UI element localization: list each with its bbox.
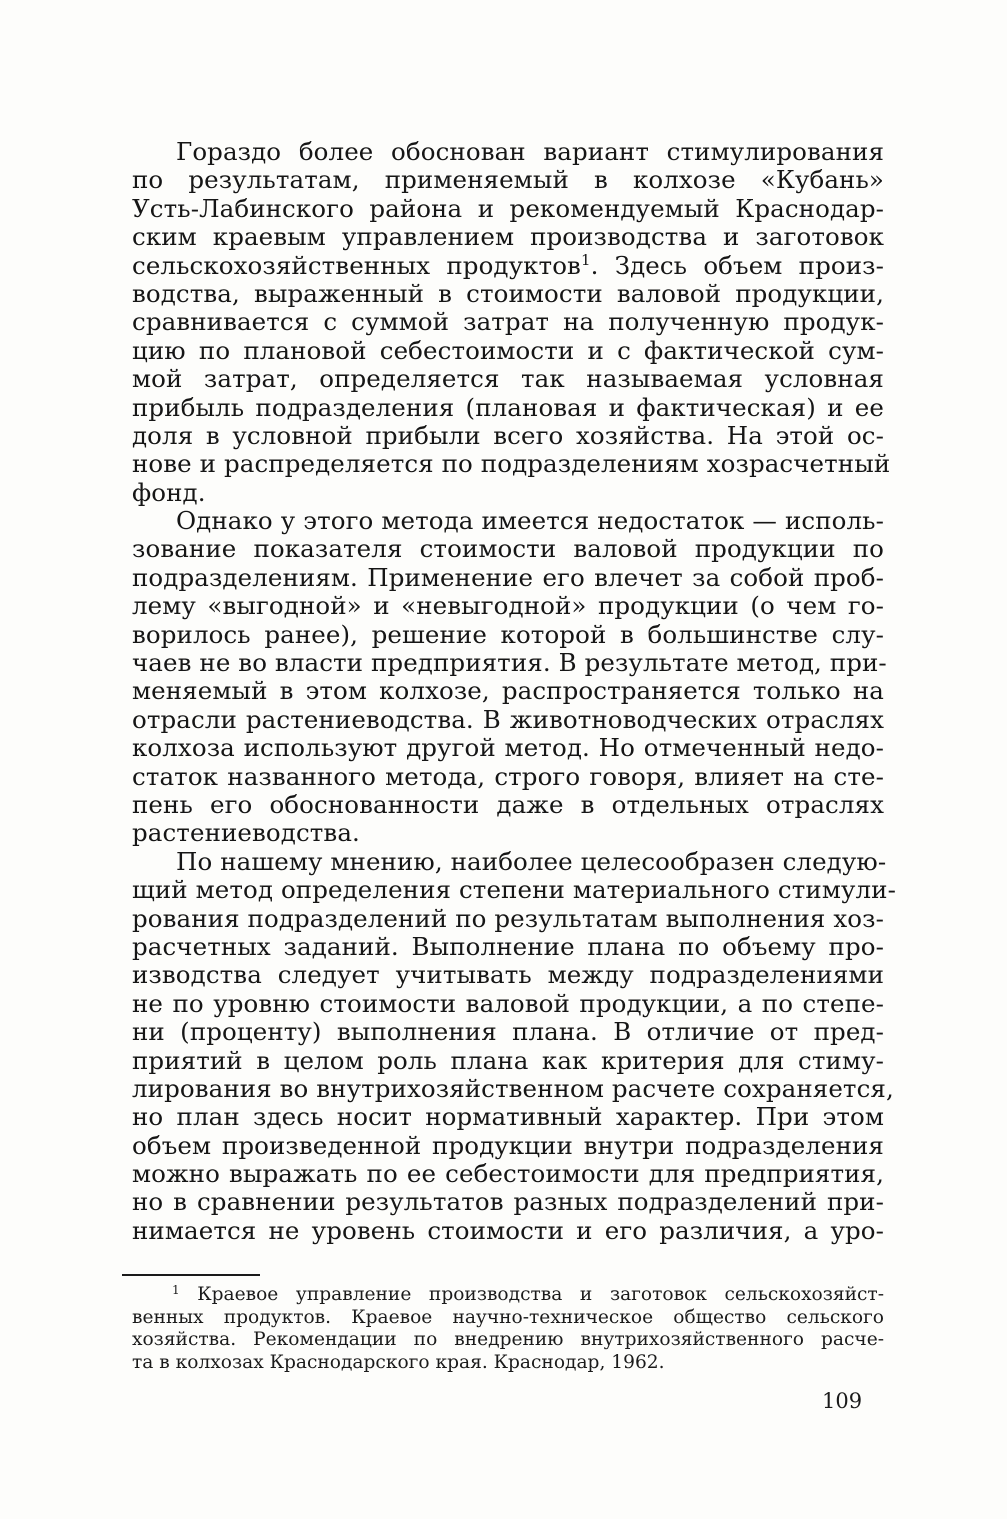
text-line: нимается не уровень стоимости и его различия, а уро- xyxy=(132,1215,884,1245)
footnote-divider xyxy=(122,1274,260,1276)
text-line: по результатам, применяемый в колхозе «Кубань» xyxy=(132,165,884,195)
text-line: водства, выраженный в стоимости валовой продукции, xyxy=(132,278,884,308)
text-line: приятий в целом роль плана как критерия для стиму- xyxy=(132,1045,884,1075)
text-line: фонд. xyxy=(132,477,206,507)
text-line: цию по плановой себестоимости и с фактической сум- xyxy=(132,335,884,365)
text-segment: сельскохозяйственных продуктов xyxy=(132,250,581,280)
text-line: колхоза используют другой метод. Но отмеченный недо- xyxy=(132,733,884,763)
footnote xyxy=(132,1284,884,1375)
text-line: лирования во внутрихозяйственном расчете сохраняется, xyxy=(132,1073,894,1103)
text-line: щий метод определения степени материального стимули- xyxy=(132,875,896,905)
text-line: чаев не во власти предприятия. В результате метод, при- xyxy=(132,648,887,678)
text-line: лему «выгодной» и «невыгодной» продукции (о чем го- xyxy=(132,591,884,621)
footnote-line: венных продуктов. Краевое научно-техническое общество сельского xyxy=(132,1306,884,1328)
text-line: сравнивается с суммой затрат на полученную продук- xyxy=(132,307,884,337)
text-line: подразделениям. Применение его влечет за собой проб- xyxy=(132,562,884,592)
footnote-marker: 1 xyxy=(580,250,591,269)
text-line: но план здесь носит нормативный характер. При этом xyxy=(132,1102,884,1132)
text-line: расчетных заданий. Выполнение плана по объему про- xyxy=(132,931,884,961)
text-line: ским краевым управлением производства и заготовок xyxy=(132,222,884,252)
text-line: ворилось ранее), решение которой в большинстве слу- xyxy=(132,619,884,649)
text-line: прибыль подразделения (плановая и фактическая) и ее xyxy=(132,392,884,422)
page-number: 109 xyxy=(822,1389,863,1413)
text-line: пень его обоснованности даже в отдельных отраслях xyxy=(132,789,884,819)
text-line: не по уровню стоимости валовой продукции, а по степе- xyxy=(132,988,884,1018)
footnote-line xyxy=(132,1284,884,1307)
text-line: По нашему мнению, наиболее целесообразен следую- xyxy=(176,846,887,876)
text-line: растениеводства. xyxy=(132,818,360,848)
footnote-line: хозяйства. Рекомендации по внедрению внутрихозяйственного расче- xyxy=(132,1329,884,1351)
text-line: Усть-Лабинского района и рекомендуемый Краснодар- xyxy=(132,193,884,223)
text-line: мой затрат, определяется так называемая условная xyxy=(132,364,884,394)
footnote-line: та в колхозах Краснодарского края. Краснодар, 1962. xyxy=(132,1352,665,1374)
text-line: меняемый в этом колхозе, распространяется только на xyxy=(132,676,884,706)
text-line: отрасли растениеводства. В животноводческих отраслях xyxy=(132,704,884,734)
text-line: зование показателя стоимости валовой продукции по xyxy=(132,534,884,564)
text-line: доля в условной прибыли всего хозяйства. На этой ос- xyxy=(132,420,884,450)
main-text xyxy=(132,137,896,1245)
text-line: Однако у этого метода имеется недостаток — исполь- xyxy=(176,506,884,536)
text-line: рования подразделений по результатам выполнения хоз- xyxy=(132,903,884,933)
text-line: можно выражать по ее себестоимости для предприятия, xyxy=(132,1159,884,1189)
text-segment: Краевое управление производства и заготовок сельскохозяйст- xyxy=(197,1284,884,1305)
text-line: статок названного метода, строго говоря, влияет на сте- xyxy=(132,761,884,791)
text-line: Гораздо более обоснован вариант стимулирования xyxy=(176,137,884,166)
text-segment: . Здесь объем произ- xyxy=(590,250,884,280)
text-line: нове и распределяется по подразделениям хозрасчетный xyxy=(132,449,891,479)
text-line: но в сравнении результатов разных подразделений при- xyxy=(132,1187,884,1217)
text-line-with-footnote xyxy=(132,252,884,280)
text-line: изводства следует учитывать между подразделениями xyxy=(132,960,884,990)
text-line: объем произведенной продукции внутри подразделения xyxy=(132,1130,884,1160)
footnote-number: 1 xyxy=(172,1283,180,1297)
text-line: ни (проценту) выполнения плана. В отличие от пред- xyxy=(132,1017,884,1047)
